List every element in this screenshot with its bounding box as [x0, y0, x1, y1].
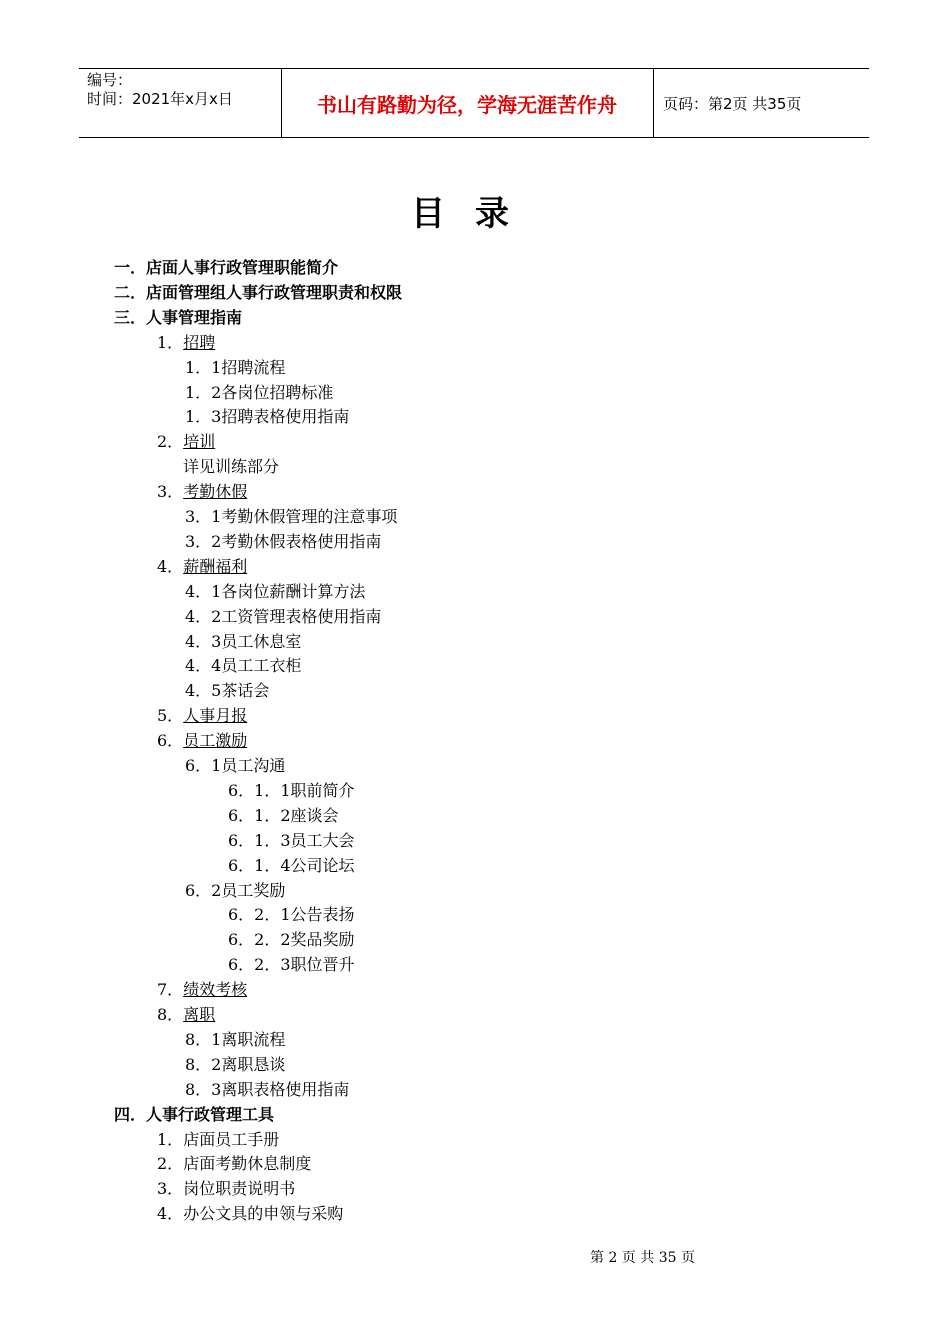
toc-item — [185, 358, 285, 378]
toc-item-number: 6．1．3 — [228, 830, 291, 850]
toc-item-label: 薪酬福利 — [183, 556, 248, 576]
toc-item-label: 各岗位招聘标准 — [221, 382, 334, 402]
toc-item-number: 8．1 — [185, 1029, 222, 1049]
toc-item — [183, 457, 279, 477]
toc-item-label: 职前简介 — [290, 780, 355, 800]
toc-item-number: 4． — [157, 556, 184, 576]
toc-item-label: 离职表格使用指南 — [221, 1079, 350, 1099]
toc-item — [185, 1055, 285, 1075]
toc-item-number: 四． — [114, 1104, 147, 1124]
toc-item-label: 公告表扬 — [290, 905, 355, 925]
page-header — [79, 68, 869, 138]
toc-item — [228, 831, 355, 851]
toc-item — [157, 432, 215, 452]
toc-item-label: 店面考勤休息制度 — [183, 1154, 312, 1174]
toc-item-number: 3．1 — [185, 507, 222, 526]
toc-item-number: 6．1 — [185, 756, 222, 775]
header-page-info: 页码：第2页 共35页 — [663, 94, 802, 113]
toc-item — [185, 507, 397, 527]
toc-item — [185, 383, 333, 403]
header-motto: 书山有路勤为径，学海无涯苦作舟 — [317, 92, 617, 117]
header-divider — [653, 69, 654, 137]
toc-item — [157, 482, 247, 502]
toc-item-number: 一． — [114, 258, 147, 277]
toc-item — [228, 905, 355, 925]
header-date-label: 时间：2021年x月x日 — [87, 90, 233, 108]
toc-item-number: 7． — [157, 980, 184, 1000]
toc-item-label: 离职 — [183, 1005, 216, 1024]
toc-item-label: 座谈会 — [290, 805, 339, 825]
toc-item-label: 员工激励 — [183, 731, 248, 751]
toc-item-label: 绩效考核 — [183, 980, 248, 1000]
toc-item — [114, 283, 402, 303]
toc-item-number: 三． — [114, 307, 147, 327]
toc-item — [185, 582, 365, 602]
toc-item-number: 4．4 — [185, 656, 222, 676]
toc-item — [157, 1005, 215, 1025]
toc-item-label: 培训 — [183, 432, 216, 452]
toc-item-number: 3． — [157, 1179, 184, 1199]
toc-item-label: 职位晋升 — [290, 955, 355, 975]
toc-item — [185, 1080, 349, 1100]
toc-item — [157, 706, 247, 726]
toc-item-number: 6．2 — [185, 880, 222, 900]
toc-item — [114, 1105, 274, 1125]
toc-item-label: 茶话会 — [221, 681, 270, 701]
toc-item-number: 8．3 — [185, 1079, 222, 1099]
toc-item-number: 2． — [157, 1154, 184, 1174]
toc-item — [228, 930, 355, 950]
toc-item — [185, 532, 381, 552]
toc-item — [157, 557, 247, 577]
toc-item — [157, 1204, 343, 1224]
toc-item-label: 工资管理表格使用指南 — [221, 606, 382, 626]
toc-item — [185, 656, 301, 676]
toc-item-number: 5． — [157, 706, 184, 726]
toc-item — [185, 756, 285, 776]
toc-item-number: 6．2．1 — [228, 905, 291, 925]
toc-item — [185, 607, 381, 627]
toc-item-number: 3．2 — [185, 531, 222, 551]
toc-item-label: 考勤休假 — [183, 482, 248, 502]
toc-item-number: 6．2．3 — [228, 955, 291, 975]
toc-item-number: 6．2．2 — [228, 930, 291, 950]
toc-item-number: 6．1．2 — [228, 805, 291, 825]
toc-item — [114, 258, 338, 278]
toc-item — [157, 731, 247, 751]
toc-item-label: 店面员工手册 — [183, 1129, 280, 1149]
toc-item — [228, 781, 355, 801]
toc-item — [185, 1030, 285, 1050]
toc-item-label: 公司论坛 — [290, 855, 355, 875]
toc-item — [185, 407, 349, 427]
toc-item-label: 岗位职责说明书 — [183, 1179, 296, 1199]
toc-item — [185, 632, 301, 652]
toc-item-label: 员工工衣柜 — [221, 656, 302, 676]
toc-item-number: 6．1．1 — [228, 780, 291, 800]
toc-item-number: 4． — [157, 1204, 184, 1224]
header-meta — [87, 71, 233, 109]
toc-item-label: 人事行政管理工具 — [146, 1104, 275, 1124]
toc-item-label: 人事管理指南 — [146, 307, 243, 327]
toc-item-label: 详见训练部分 — [183, 457, 280, 477]
toc-item-number: 4．1 — [185, 581, 222, 601]
toc-item-number: 1．2 — [185, 382, 222, 402]
toc-item — [157, 1179, 295, 1199]
toc-item — [114, 308, 242, 328]
toc-item-number: 1． — [157, 1129, 184, 1149]
toc-item-number: 4．5 — [185, 681, 222, 701]
toc-item-label: 各岗位薪酬计算方法 — [221, 581, 366, 601]
toc-item-number: 1． — [157, 332, 184, 352]
page-footer: 第 2 页 共 35 页 — [590, 1250, 695, 1266]
toc-item-number: 8．2 — [185, 1054, 222, 1074]
toc-item — [157, 333, 215, 353]
toc-item — [157, 1154, 311, 1174]
toc-item-label: 考勤休假管理的注意事项 — [221, 507, 398, 526]
toc-item-number: 4．3 — [185, 631, 222, 651]
toc-item-number: 1．1 — [185, 357, 222, 377]
toc-item — [157, 980, 247, 1000]
page-title: 目录 — [411, 194, 539, 234]
toc-item-number: 2． — [157, 432, 184, 452]
toc-item-number: 8． — [157, 1005, 184, 1024]
toc-item — [228, 806, 339, 826]
toc-item-label: 员工大会 — [290, 830, 355, 850]
toc-item-label: 考勤休假表格使用指南 — [221, 531, 382, 551]
toc-item-number: 6． — [157, 731, 184, 751]
toc-item-number: 二． — [114, 282, 147, 302]
toc-item-label: 人事月报 — [183, 706, 248, 726]
toc-item — [228, 856, 355, 876]
toc-item — [185, 681, 269, 701]
toc-item-label: 奖品奖励 — [290, 930, 355, 950]
toc-item — [157, 1130, 279, 1150]
toc-item-number: 6．1．4 — [228, 855, 291, 875]
toc-item-label: 员工沟通 — [221, 756, 286, 775]
toc-item-label: 店面管理组人事行政管理职责和权限 — [146, 282, 403, 302]
toc-item-label: 离职恳谈 — [221, 1054, 286, 1074]
toc-item — [228, 955, 355, 975]
toc-item-number: 4．2 — [185, 606, 222, 626]
toc-item-label: 员工奖励 — [221, 880, 286, 900]
toc-item-label: 店面人事行政管理职能简介 — [146, 258, 339, 277]
toc-item-label: 离职流程 — [221, 1029, 286, 1049]
toc-item-label: 招聘表格使用指南 — [221, 407, 350, 427]
toc-item-label: 员工休息室 — [221, 631, 302, 651]
header-number-label: 编号： — [87, 71, 133, 89]
toc-item-label: 招聘流程 — [221, 357, 286, 377]
toc-item-number: 3． — [157, 482, 184, 502]
toc-item-label: 办公文具的申领与采购 — [183, 1204, 344, 1224]
toc-item-label: 招聘 — [183, 332, 216, 352]
toc-item-number: 1．3 — [185, 407, 222, 427]
toc-item — [185, 881, 285, 901]
